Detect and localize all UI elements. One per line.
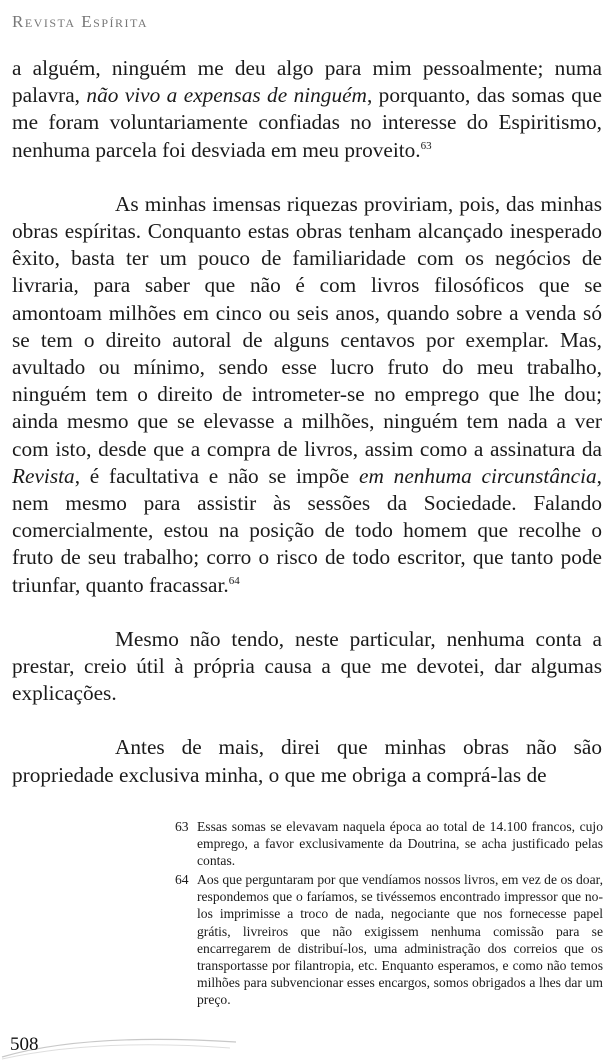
text-run: a alguém, ninguém me deu algo para mim pessoalmente; numa palavra, [12, 56, 602, 108]
footnote-number: 63 [175, 819, 189, 834]
italic-text: não vivo a expensas de ninguém [86, 83, 367, 108]
italic-text: Revista [12, 463, 75, 488]
text-run: Antes de mais, direi que minhas obras não são propriedade exclusiva minha, o que me obriga a comprá-las de [12, 735, 602, 787]
running-head: Revista Espírita [12, 12, 149, 31]
text-run: , nem mesmo para assistir às sessões da Sociedade. Falando comercialmente, estou na posição de todo homem que recolhe o fruto de seu trabalho; corro o risco de todo escritor, que tanto pode triunfar, quanto fracassar. [12, 463, 602, 597]
text-run: , é facultativa e não se impõe [74, 463, 360, 488]
text-run: As minhas imensas riquezas proviriam, pois, das minhas obras espíritas. Conquanto estas obras tenham alcançado inesperado êxito, basta ter um pouco de familiaridade com os negócios de livraria, para saber que não é com livros filosóficos que se amontoam milhões em cinco ou seis anos, quando sobre a venda só se tem o direito autoral de alguns centavos por exemplar. Mas, avultado ou mínimo, sendo esse lucro fruto do meu trabalho, ninguém tem o direito de intrometer-se no emprego que lhe dou; ainda mesmo que se elevasse a milhões, ninguém tem nada a ver com isto, desde que a compra de livros, assim como a assinatura da [12, 191, 602, 461]
paragraph [12, 191, 602, 599]
footnote-text: Aos que perguntaram por que vendíamos nossos livros, em vez de os doar, respondemos que o faríamos, se tivéssemos encontrado impressor que no-los imprimisse a troco de nada, negociante que nos fornecesse papel grátis, livreiros que não exigissem nenhuma comissão para se encarregarem de distribuí-los, uma administração dos correios que os transportasse por filantropia, etc. Enquanto esperamos, e como não temos milhões para subvencionar esses encargos, somos obrigados a lhes dar um preço. [197, 872, 603, 1007]
footnote-number: 64 [175, 872, 189, 888]
footnote [175, 871, 603, 1008]
page-number: 508 [10, 1034, 39, 1055]
italic-text: em nenhuma circunstância [359, 463, 597, 488]
footnote [175, 818, 603, 869]
footnote-reference: 64 [228, 574, 240, 587]
text-run: Mesmo não tendo, neste particular, nenhuma conta a prestar, creio útil à própria causa a que me devotei, dar algumas explicações. [12, 626, 602, 706]
text-run: , porquanto, das somas que me foram voluntariamente confiadas no interesse do Espiritismo, nenhuma parcela foi desviada em meu proveito. [12, 83, 603, 162]
body-text [12, 55, 602, 816]
footnote-text: Essas somas se elevavam naquela época ao total de 14.100 francos, cujo emprego, a favor exclusivamente da Doutrina, se acha justificado pelas contas. [197, 819, 603, 869]
paragraph [12, 734, 602, 788]
paragraph [12, 626, 602, 708]
paragraph [12, 55, 602, 164]
footnote-reference: 63 [420, 139, 432, 152]
footnotes [175, 818, 603, 1010]
